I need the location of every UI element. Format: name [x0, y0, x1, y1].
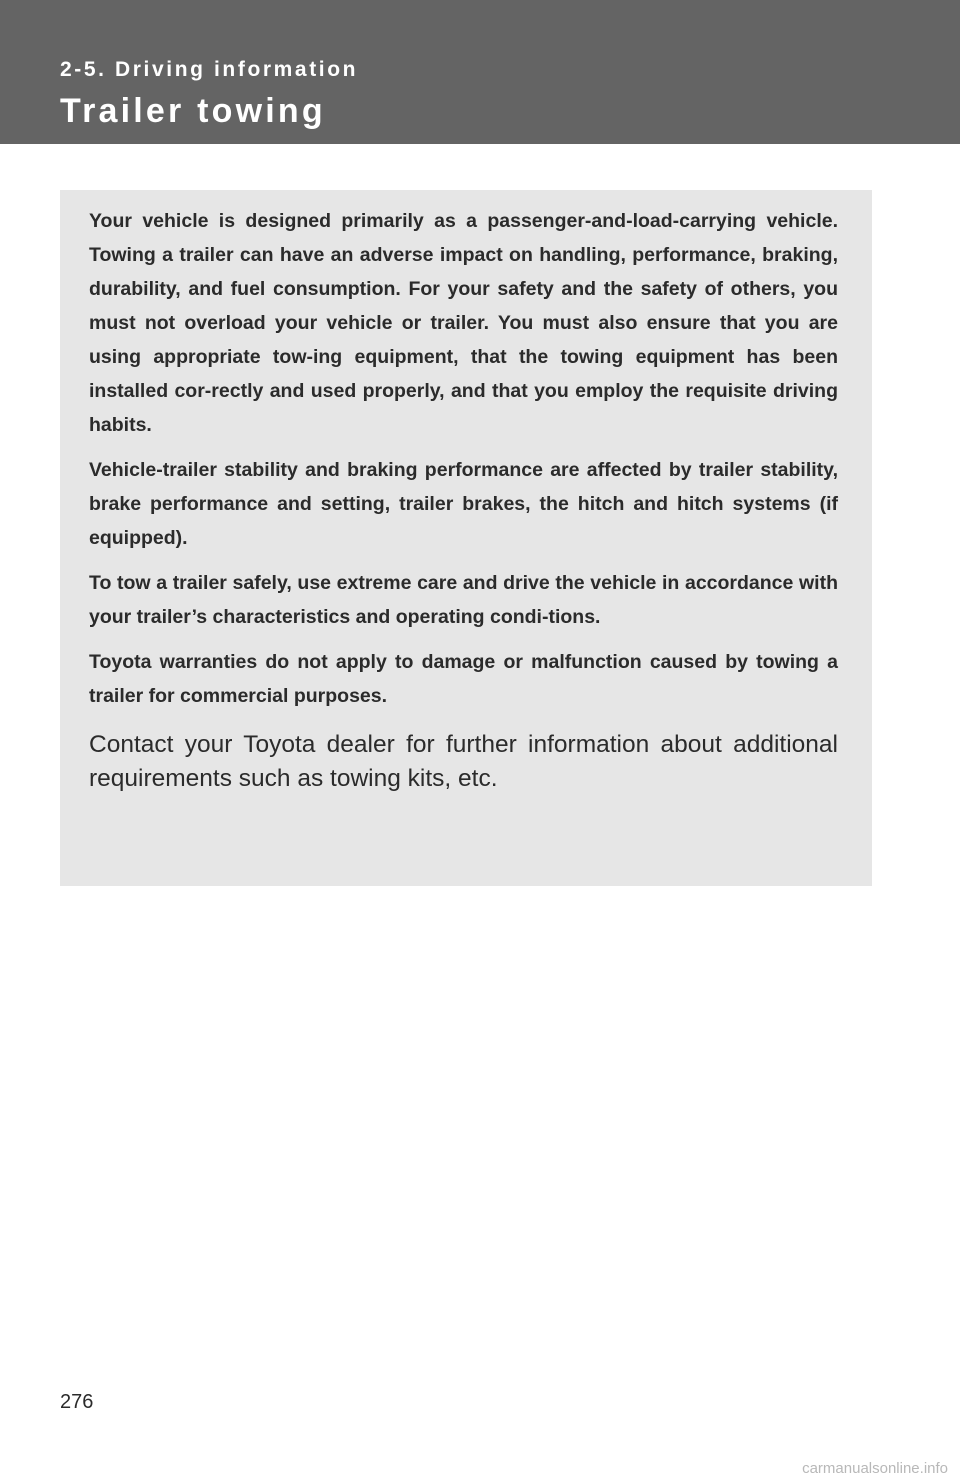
contact-dealer-paragraph: Contact your Toyota dealer for further information about additional requirements such as towing kits, etc. — [89, 731, 838, 792]
section-label: 2-5. Driving information — [60, 58, 359, 81]
caution-box — [60, 190, 872, 886]
watermark: carmanualsonline.info — [802, 1460, 948, 1477]
caution-paragraph-3: To tow a trailer safely, use extreme care and drive the vehicle in accordance with your trailer’s characteristics and operating condi-tions. — [89, 572, 838, 628]
caution-paragraph-2: Vehicle-trailer stability and braking performance are affected by trailer stability, brake performance and setting, trailer brakes, the hitch and hitch systems (if equipped). — [89, 459, 838, 549]
page-header — [0, 0, 960, 144]
caution-paragraph-4: Toyota warranties do not apply to damage or malfunction caused by towing a trailer for commercial purposes. — [89, 651, 838, 707]
caution-paragraph-1: Your vehicle is designed primarily as a passenger-and-load-carrying vehicle. Towing a trailer can have an adverse impact on handling, performance, braking, durability, and fuel consumption. For your safety and the safety of others, you must not overload your vehicle or trailer. You must also ensure that you are using appropriate tow-ing equipment, that the towing equipment has been installed cor-rectly and used properly, and that you employ the requisite driving habits. — [89, 210, 838, 436]
page-number: 276 — [60, 1391, 94, 1413]
page-title: Trailer towing — [60, 92, 326, 130]
